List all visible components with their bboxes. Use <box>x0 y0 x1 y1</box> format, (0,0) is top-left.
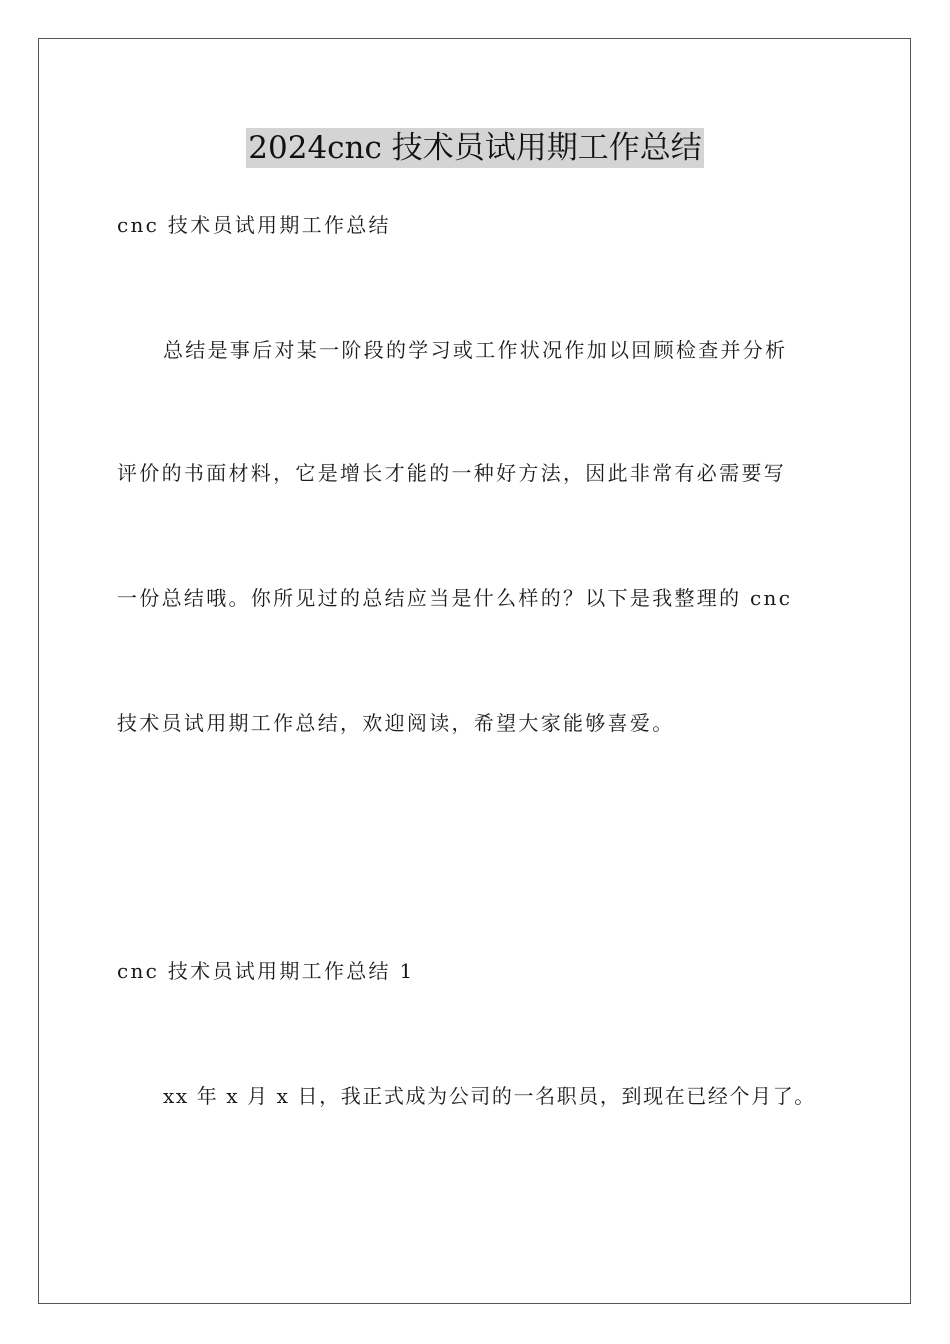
section-first-line: xx 年 x 月 x 日，我正式成为公司的一名职员，到现在已经个月了。 <box>163 1084 816 1108</box>
intro-line-3: 一份总结哦。你所见过的总结应当是什么样的？以下是我整理的 cnc <box>117 586 793 610</box>
intro-line-4: 技术员试用期工作总结，欢迎阅读，希望大家能够喜爱。 <box>117 711 675 735</box>
document-subtitle: cnc 技术员试用期工作总结 <box>117 213 391 237</box>
section-heading: cnc 技术员试用期工作总结 1 <box>117 959 415 983</box>
title-container <box>0 128 950 168</box>
intro-line-1: 总结是事后对某一阶段的学习或工作状况作加以回顾检查并分析 <box>163 338 788 362</box>
intro-line-2: 评价的书面材料，它是增长才能的一种好方法，因此非常有必需要写 <box>117 461 786 485</box>
document-title: 2024cnc 技术员试用期工作总结 <box>248 130 702 166</box>
